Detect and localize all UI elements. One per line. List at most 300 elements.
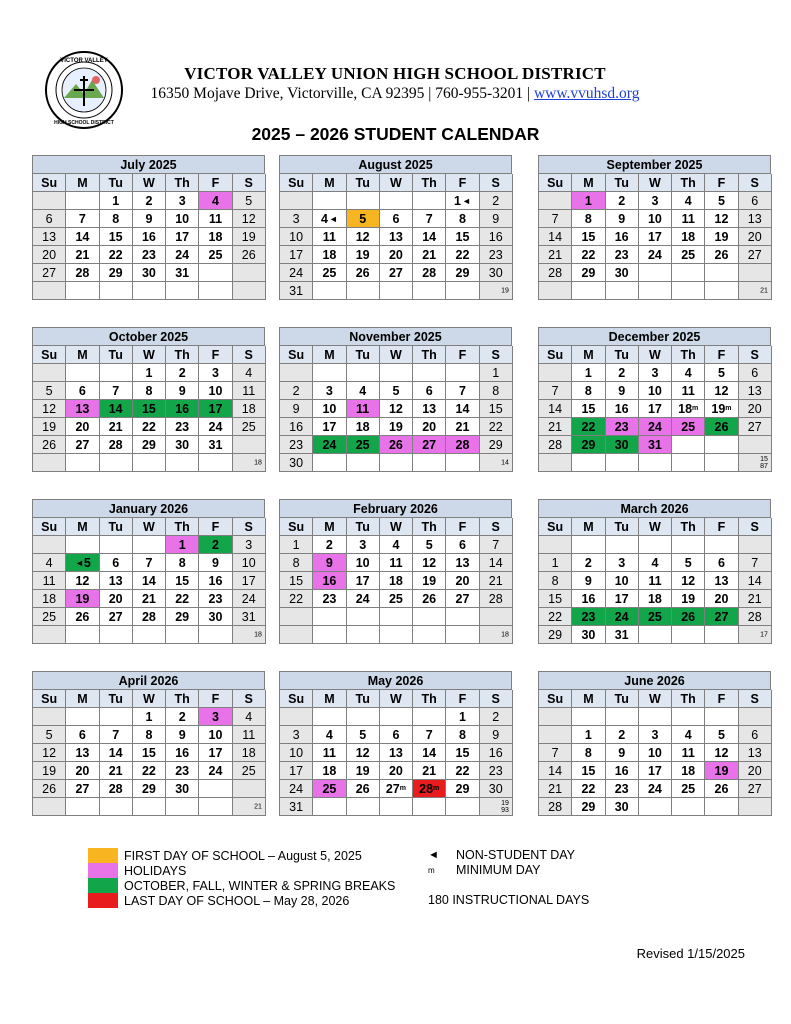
empty-cell (280, 626, 313, 644)
month-december-2025 (538, 327, 771, 472)
day-cell: 21 (100, 418, 133, 436)
district-name: VICTOR VALLEY UNION HIGH SCHOOL DISTRICT (184, 64, 606, 83)
weekday-header: Su (280, 346, 313, 364)
day-cell: 2 (133, 192, 166, 210)
day-cell: 7 (413, 726, 446, 744)
month-title: December 2025 (538, 327, 771, 345)
empty-cell (33, 454, 66, 472)
empty-cell (166, 282, 199, 300)
empty-cell (199, 780, 232, 798)
empty-cell (380, 708, 413, 726)
instructional-day-count: 18 (233, 454, 266, 472)
weekday-header: F (446, 518, 479, 536)
month-title: August 2025 (279, 155, 512, 173)
day-cell: 8 (100, 210, 133, 228)
empty-cell (133, 536, 166, 554)
empty-cell (347, 798, 380, 816)
empty-cell (100, 626, 133, 644)
day-cell: 12 (705, 382, 738, 400)
month-grid (538, 173, 771, 300)
day-cell: 8 (539, 572, 572, 590)
empty-cell (539, 192, 572, 210)
empty-cell (446, 798, 479, 816)
weekday-header: Th (413, 690, 446, 708)
day-cell: 18 m (672, 400, 705, 418)
weekday-header: Su (539, 346, 572, 364)
day-cell: 20 (739, 228, 772, 246)
weekday-header: Tu (100, 346, 133, 364)
day-cell: 2 (606, 726, 639, 744)
day-cell: 28 (66, 264, 99, 282)
instructional-day-count: 19 (480, 282, 513, 300)
weekday-header: W (133, 690, 166, 708)
empty-cell (313, 626, 346, 644)
empty-cell (606, 282, 639, 300)
day-cell: 16 (199, 572, 232, 590)
empty-cell (347, 608, 380, 626)
day-cell: 30 (480, 264, 513, 282)
weekday-header: Th (413, 174, 446, 192)
day-cell: 17 (280, 246, 313, 264)
weekday-header: M (66, 518, 99, 536)
day-cell: 2 (199, 536, 232, 554)
weekday-header: S (233, 518, 266, 536)
empty-cell (739, 798, 772, 816)
weekday-header: W (133, 346, 166, 364)
day-cell: 7 (413, 210, 446, 228)
day-cell: 8 (133, 726, 166, 744)
empty-cell (33, 192, 66, 210)
day-cell: 30 (572, 626, 605, 644)
empty-cell (639, 454, 672, 472)
day-cell: 19 (347, 762, 380, 780)
empty-cell (672, 264, 705, 282)
month-grid (538, 345, 771, 472)
day-cell: 11 (639, 572, 672, 590)
weekday-header: S (480, 346, 513, 364)
legend-instructional (428, 893, 589, 907)
day-cell: 4 (233, 364, 266, 382)
month-february-2026 (279, 499, 512, 644)
empty-cell (539, 282, 572, 300)
day-cell: 11 (672, 744, 705, 762)
empty-cell (313, 608, 346, 626)
weekday-header: W (380, 346, 413, 364)
weekday-header: Tu (347, 346, 380, 364)
day-cell: 18 (380, 572, 413, 590)
empty-cell (66, 626, 99, 644)
day-cell: 16 (480, 228, 513, 246)
weekday-header: W (639, 690, 672, 708)
weekday-header: F (446, 174, 479, 192)
empty-cell (66, 454, 99, 472)
day-cell: 15 (446, 228, 479, 246)
day-cell: 3 (639, 726, 672, 744)
day-cell: 24 (313, 436, 346, 454)
day-cell: 21 (133, 590, 166, 608)
day-cell: 31 (280, 282, 313, 300)
day-cell: 9 (199, 554, 232, 572)
day-cell: 27 (739, 246, 772, 264)
empty-cell (347, 454, 380, 472)
day-cell: 22 (572, 246, 605, 264)
month-april-2026 (32, 671, 265, 816)
day-cell: 14 (539, 400, 572, 418)
day-cell: 8 (446, 726, 479, 744)
empty-cell (539, 536, 572, 554)
day-cell: 13 (739, 210, 772, 228)
day-cell: 12 (672, 572, 705, 590)
day-cell: 8 (480, 382, 513, 400)
day-cell: 12 (33, 744, 66, 762)
weekday-header: F (705, 346, 738, 364)
day-cell: 27 (413, 436, 446, 454)
day-cell: 25 (33, 608, 66, 626)
day-cell: 1 (100, 192, 133, 210)
day-cell: 21 (539, 246, 572, 264)
weekday-header: Th (166, 518, 199, 536)
day-cell: 26 (347, 264, 380, 282)
day-cell: 3 (639, 364, 672, 382)
weekday-header: W (133, 174, 166, 192)
day-cell: 20 (705, 590, 738, 608)
day-cell: 6 (446, 536, 479, 554)
day-cell: 26 (233, 246, 266, 264)
day-cell: 10 (606, 572, 639, 590)
empty-cell (233, 436, 266, 454)
day-cell: 7 (66, 210, 99, 228)
day-cell: 28 m (413, 780, 446, 798)
day-cell: 24 (347, 590, 380, 608)
weekday-header: Tu (347, 518, 380, 536)
empty-cell (413, 608, 446, 626)
instructional-day-count: 15 87 (739, 454, 772, 472)
day-cell: 4 (233, 708, 266, 726)
empty-cell (413, 454, 446, 472)
day-cell: 15 (572, 400, 605, 418)
empty-cell (413, 798, 446, 816)
empty-cell (380, 364, 413, 382)
day-cell: 19 (233, 228, 266, 246)
day-cell: 25 (672, 780, 705, 798)
month-november-2025 (279, 327, 512, 472)
legend-non-student-label: NON-STUDENT DAY (456, 848, 575, 862)
minimum-symbol: m (428, 865, 435, 875)
day-cell: 11 (313, 744, 346, 762)
day-cell: 16 (480, 744, 513, 762)
day-cell: 28 (480, 590, 513, 608)
empty-cell (133, 282, 166, 300)
month-title: November 2025 (279, 327, 512, 345)
empty-cell (199, 282, 232, 300)
day-cell: 8 (572, 744, 605, 762)
day-cell: 31 (639, 436, 672, 454)
empty-cell (280, 608, 313, 626)
day-cell: 23 (606, 246, 639, 264)
weekday-header: Tu (606, 346, 639, 364)
empty-cell (705, 264, 738, 282)
empty-cell (100, 536, 133, 554)
day-cell: 5 (705, 192, 738, 210)
empty-cell (739, 536, 772, 554)
day-cell: 23 (480, 762, 513, 780)
day-cell: 23 (313, 590, 346, 608)
day-cell: 14 (739, 572, 772, 590)
empty-cell (539, 454, 572, 472)
day-cell: 17 (606, 590, 639, 608)
empty-cell (199, 626, 232, 644)
month-january-2026 (32, 499, 265, 644)
day-cell: 10 (166, 210, 199, 228)
day-cell: 22 (280, 590, 313, 608)
weekday-header: W (133, 518, 166, 536)
weekday-header: M (66, 346, 99, 364)
day-cell: 6 (66, 726, 99, 744)
day-cell: 25 (233, 418, 266, 436)
empty-cell (672, 708, 705, 726)
day-cell: 24 (233, 590, 266, 608)
day-cell: 2 (313, 536, 346, 554)
day-cell: 31 (606, 626, 639, 644)
day-cell: 22 (572, 418, 605, 436)
website-link[interactable]: www.vvuhsd.org (533, 85, 640, 102)
day-cell: 10 (639, 210, 672, 228)
day-cell: 9 (606, 382, 639, 400)
empty-cell (166, 626, 199, 644)
day-cell: 15 (100, 228, 133, 246)
month-title: June 2026 (538, 671, 771, 689)
empty-cell (233, 282, 266, 300)
weekday-header: M (313, 174, 346, 192)
day-cell: 21 (66, 246, 99, 264)
day-cell: 5 (380, 382, 413, 400)
day-cell: 19 (66, 590, 99, 608)
empty-cell (133, 454, 166, 472)
day-cell: 26 (347, 780, 380, 798)
day-cell: 25 (672, 418, 705, 436)
day-cell: 2 (480, 708, 513, 726)
day-cell: 25 (313, 264, 346, 282)
day-cell: 12 (705, 744, 738, 762)
day-cell: 29 (133, 436, 166, 454)
day-cell: 26 (705, 246, 738, 264)
day-cell: 29 (480, 436, 513, 454)
weekday-header: S (233, 174, 266, 192)
empty-cell (66, 708, 99, 726)
day-cell: 1 (133, 364, 166, 382)
empty-cell (347, 192, 380, 210)
day-cell: 30 (480, 780, 513, 798)
empty-cell (446, 454, 479, 472)
day-cell: 12 (233, 210, 266, 228)
weekday-header: M (572, 346, 605, 364)
day-cell: 17 (313, 418, 346, 436)
day-cell: 26 (33, 780, 66, 798)
day-cell: 17 (639, 228, 672, 246)
day-cell: 21 (446, 418, 479, 436)
day-cell: 22 (133, 418, 166, 436)
empty-cell (572, 536, 605, 554)
day-cell: 27 (705, 608, 738, 626)
day-cell: 14 (100, 400, 133, 418)
day-cell: 5 (33, 726, 66, 744)
empty-cell (380, 282, 413, 300)
day-cell: 2 (166, 708, 199, 726)
day-cell: 15 (539, 590, 572, 608)
day-cell: 3 (280, 210, 313, 228)
legend-breaks (88, 878, 395, 893)
empty-cell (672, 798, 705, 816)
instructional-day-count: 21 (233, 798, 266, 816)
empty-cell (539, 726, 572, 744)
day-cell: 17 (639, 400, 672, 418)
day-cell: 20 (66, 762, 99, 780)
weekday-header: F (705, 174, 738, 192)
day-cell: 29 (133, 780, 166, 798)
month-october-2025 (32, 327, 265, 472)
empty-cell (313, 282, 346, 300)
empty-cell (639, 536, 672, 554)
weekday-header: S (233, 690, 266, 708)
day-cell: 2 (480, 192, 513, 210)
month-grid (538, 517, 771, 644)
day-cell: 1 (572, 192, 605, 210)
day-cell: 29 (166, 608, 199, 626)
weekday-header: S (480, 174, 513, 192)
weekday-header: F (199, 690, 232, 708)
empty-cell (413, 192, 446, 210)
day-cell: 30 (606, 264, 639, 282)
empty-cell (233, 780, 266, 798)
day-cell: 13 (33, 228, 66, 246)
day-cell: 1 (446, 708, 479, 726)
day-cell: 22 (446, 762, 479, 780)
weekday-header: Th (166, 174, 199, 192)
weekday-header: F (705, 690, 738, 708)
day-cell: 20 (380, 246, 413, 264)
weekday-header: F (199, 346, 232, 364)
day-cell: 5 (705, 726, 738, 744)
day-cell: 20 (66, 418, 99, 436)
empty-cell (347, 364, 380, 382)
day-cell: 29 (572, 264, 605, 282)
day-cell: 15 (166, 572, 199, 590)
day-cell: 23 (199, 590, 232, 608)
weekday-header: Th (672, 690, 705, 708)
empty-cell (347, 282, 380, 300)
day-cell: 1 ◄ (446, 192, 479, 210)
day-cell: 22 (539, 608, 572, 626)
day-cell: 9 (166, 382, 199, 400)
day-cell: 7 (100, 382, 133, 400)
day-cell: 27 (739, 418, 772, 436)
day-cell: 30 (166, 436, 199, 454)
weekday-header: W (380, 690, 413, 708)
district-seal-logo (44, 50, 124, 130)
month-title: September 2025 (538, 155, 771, 173)
day-cell: 26 (66, 608, 99, 626)
empty-cell (313, 192, 346, 210)
day-cell: 25 (313, 780, 346, 798)
day-cell: 26 (413, 590, 446, 608)
day-cell: 15 (280, 572, 313, 590)
weekday-header: Su (280, 174, 313, 192)
day-cell: 24 (639, 780, 672, 798)
empty-cell (705, 708, 738, 726)
month-title: February 2026 (279, 499, 512, 517)
day-cell: 9 (166, 726, 199, 744)
legend-last-day (88, 893, 349, 908)
empty-cell (166, 798, 199, 816)
weekday-header: W (639, 518, 672, 536)
day-cell: 19 (347, 246, 380, 264)
weekday-header: Th (672, 174, 705, 192)
day-cell: 16 (166, 744, 199, 762)
day-cell: 25 (199, 246, 232, 264)
empty-cell (100, 708, 133, 726)
day-cell: 4 (672, 364, 705, 382)
day-cell: 24 (280, 780, 313, 798)
empty-cell (133, 626, 166, 644)
day-cell: 22 (446, 246, 479, 264)
day-cell: 17 (347, 572, 380, 590)
month-grid (279, 173, 512, 300)
month-title: July 2025 (32, 155, 265, 173)
day-cell: 5 (233, 192, 266, 210)
day-cell: 15 (133, 744, 166, 762)
day-cell: 29 (446, 264, 479, 282)
day-cell: 16 (606, 400, 639, 418)
day-cell: 26 (705, 780, 738, 798)
day-cell: 16 (166, 400, 199, 418)
day-cell: 27 m (380, 780, 413, 798)
day-cell: 14 (539, 762, 572, 780)
day-cell: 28 (539, 436, 572, 454)
day-cell: 11 (380, 554, 413, 572)
empty-cell (413, 708, 446, 726)
district-address (140, 85, 650, 103)
holiday-swatch (88, 863, 118, 878)
weekday-header: Th (672, 518, 705, 536)
day-cell: 21 (739, 590, 772, 608)
weekday-header: Su (33, 518, 66, 536)
day-cell: 29 (446, 780, 479, 798)
month-july-2025 (32, 155, 265, 300)
month-august-2025 (279, 155, 512, 300)
day-cell: 24 (199, 762, 232, 780)
day-cell: 15 (446, 744, 479, 762)
instructional-day-count: 18 (233, 626, 266, 644)
month-grid (279, 689, 512, 816)
day-cell: 14 (413, 744, 446, 762)
day-cell: 9 (572, 572, 605, 590)
weekday-header: Su (539, 690, 572, 708)
day-cell: 5 (33, 382, 66, 400)
day-cell: 6 (413, 382, 446, 400)
calendar-title: 2025 – 2026 STUDENT CALENDAR (251, 124, 540, 144)
weekday-header: S (739, 174, 772, 192)
day-cell: 1 (539, 554, 572, 572)
legend-holidays (88, 863, 186, 878)
day-cell: 16 (606, 762, 639, 780)
day-cell: 4 (380, 536, 413, 554)
weekday-header: Th (413, 346, 446, 364)
day-cell: 11 (33, 572, 66, 590)
day-cell: 25 (672, 246, 705, 264)
day-cell: 18 (233, 400, 266, 418)
day-cell: 26 (672, 608, 705, 626)
empty-cell (380, 192, 413, 210)
